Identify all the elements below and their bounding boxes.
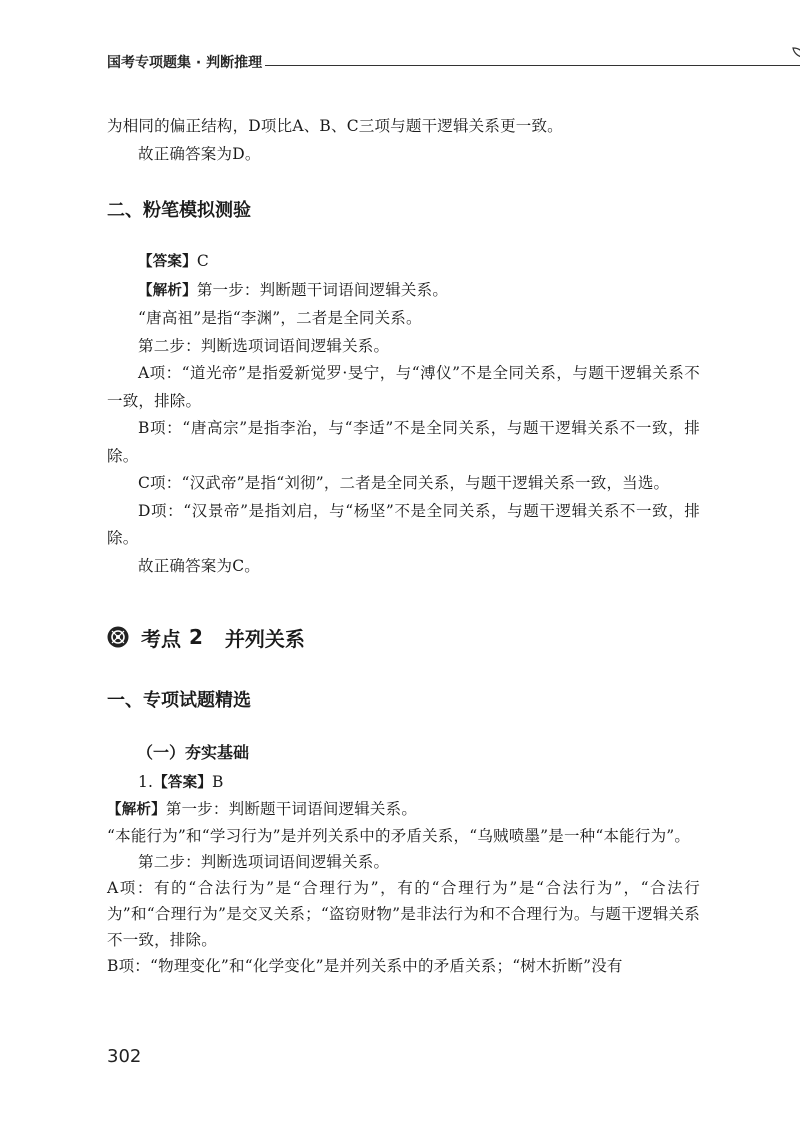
intro-paragraph: 为相同的偏正结构，D项比A、B、C三项与题干逻辑关系更一致。 <box>107 117 563 135</box>
mock-line1: “唐高祖”是指“李渊”，二者是全同关系。 <box>138 309 422 327</box>
intro-conclusion: 故正确答案为D。 <box>138 144 261 163</box>
answer-label: 【答案】 <box>153 775 213 791</box>
mock-step2: 第二步：判断选项词语间逻辑关系。 <box>138 336 390 355</box>
point-heading <box>107 622 305 652</box>
mock-answer-block <box>107 248 700 580</box>
analysis-step1: 第一步：判断题干词语间逻辑关系。 <box>165 800 418 818</box>
q1-answer-line <box>107 769 700 796</box>
intro-block <box>107 113 700 168</box>
mock-answer-line <box>107 248 700 277</box>
special-q1-block <box>107 769 700 979</box>
answer-value: C <box>196 252 209 270</box>
header-rule <box>265 65 800 66</box>
q1-analysis-line <box>107 796 700 823</box>
analysis-step1: 第一步：判断题干词语间逻辑关系。 <box>196 280 449 299</box>
book-title: 国考专项题集 · 判断推理 <box>107 55 263 71</box>
section-title-mock: 二、粉笔模拟测验 <box>107 200 251 221</box>
answer-label: 【答案】 <box>138 254 197 270</box>
point-number: 2 <box>189 625 203 649</box>
q1-step2: 第二步：判断选项词语间逻辑关系。 <box>138 853 390 871</box>
q1-number: 1. <box>138 773 154 791</box>
mock-option-b: B项：“唐高宗”是指李治，与“李适”不是全同关系，与题干逻辑关系不一致，排除。 <box>107 419 700 465</box>
running-header <box>107 52 717 78</box>
point-title: 并列关系 <box>224 626 305 651</box>
mock-option-a: A项：“道光帝”是指爱新觉罗·旻宁，与“溥仪”不是全同关系，与题干逻辑关系不一致，排除。 <box>107 364 700 410</box>
analysis-label: 【解析】 <box>138 282 197 299</box>
point-label: 考点 <box>141 626 181 651</box>
q1-option-a: A项：有的“合法行为”是“合理行为”，有的“合理行为”是“合法行为”，“合法行为”和“合理行为”是交叉关系；“盗窃财物”是非法行为和不合理行为。与题干逻辑关系不一致，排除。 <box>107 879 700 949</box>
answer-value: B <box>212 773 224 791</box>
mock-analysis-line <box>107 277 700 306</box>
page-number: 302 <box>107 1046 142 1067</box>
q1-line1: “本能行为”和“学习行为”是并列关系中的矛盾关系，“乌贼喷墨”是一种“本能行为”。 <box>107 827 691 845</box>
q1-option-b: B项：“物理变化”和“化学变化”是并列关系中的矛盾关系；“树木折断”没有 <box>107 957 623 975</box>
sprout-icon <box>789 42 800 72</box>
section-title-special: 一、专项试题精选 <box>107 690 251 711</box>
mock-option-d: D项：“汉景帝”是指刘启，与“杨坚”不是全同关系，与题干逻辑关系不一致，排除。 <box>107 501 700 547</box>
subsection-title: （一）夯实基础 <box>137 743 250 762</box>
mock-conclusion: 故正确答案为C。 <box>138 556 260 575</box>
analysis-label: 【解析】 <box>107 802 166 818</box>
mock-option-c: C项：“汉武帝”是指“刘彻”，二者是全同关系，与题干逻辑关系一致，当选。 <box>138 474 670 492</box>
target-icon <box>107 626 129 648</box>
